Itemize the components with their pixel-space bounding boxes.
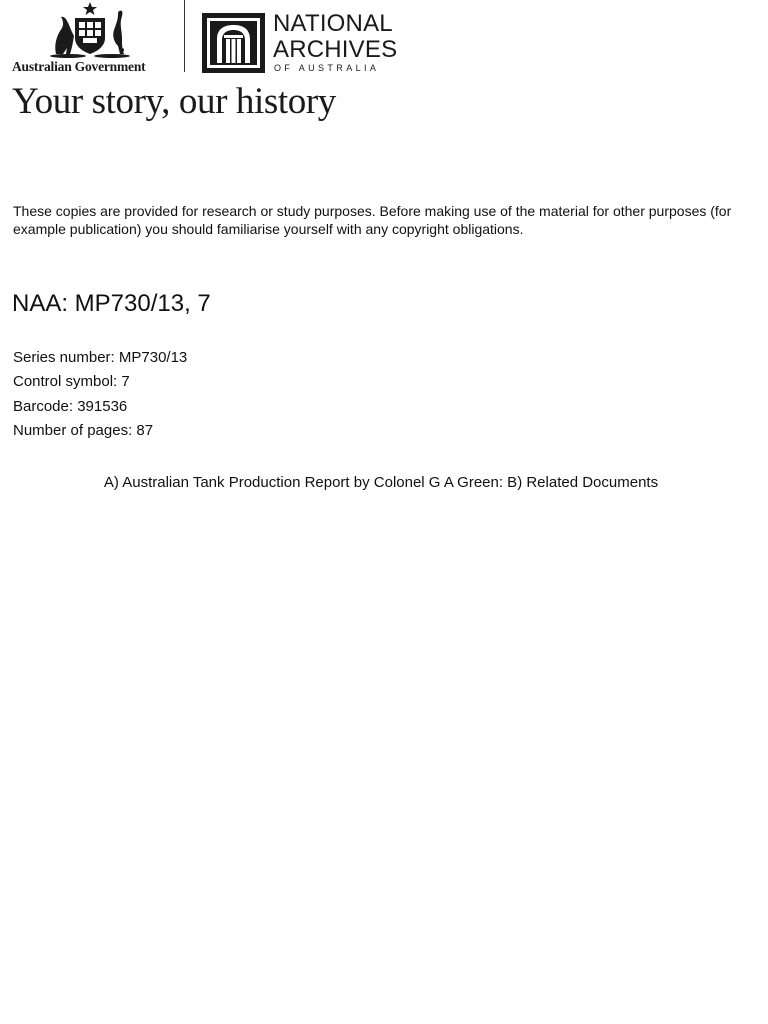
archives-name-line1: NATIONAL [273,10,393,37]
number-of-pages: Number of pages: 87 [13,421,154,439]
government-name: Australian Government [12,59,146,74]
national-archives-logo [202,12,402,74]
tagline: Your story, our history [12,81,336,122]
series-number: Series number: MP730/13 [13,349,188,366]
record-metadata [13,346,187,443]
national-archives-building-icon [202,13,265,73]
archives-name-line2: ARCHIVES [273,36,398,63]
coat-of-arms-icon [48,2,132,58]
control-symbol: Control symbol: 7 [13,373,130,391]
record-reference: NAA: MP730/13, 7 [12,290,211,317]
copyright-notice: These copies are provided for research or study purposes. Before making use of the material for other purposes (for example publication) you should familiarise yourself with any copyright obligations. [13,203,732,237]
barcode: Barcode: 391536 [13,397,128,415]
australian-government-logo [12,0,172,76]
record-title: A) Australian Tank Production Report by Colonel G A Green: B) Related Documents [103,474,659,491]
logo-divider [184,0,185,72]
archives-name-line3: OF AUSTRALIA [274,63,380,73]
